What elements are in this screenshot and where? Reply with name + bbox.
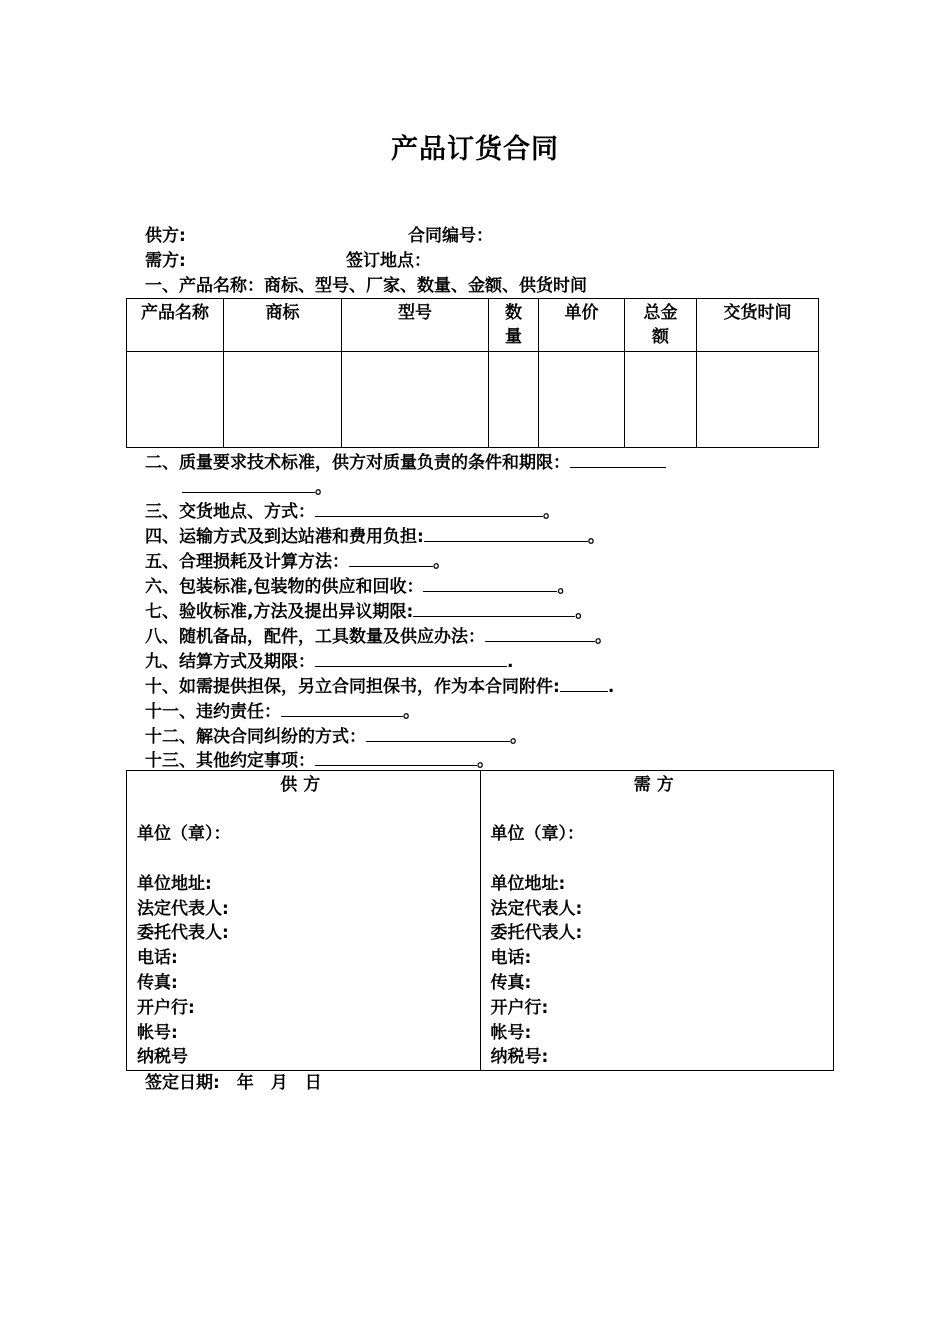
- clause-12-end: 。: [510, 727, 527, 747]
- clause-3-text: 三、交货地点、方式：: [145, 502, 315, 522]
- clause-4-text: 四、运输方式及到达站港和费用负担:: [145, 527, 424, 547]
- contract-number-label: 合同编号：: [408, 226, 493, 246]
- col-header-quantity: 数量: [505, 303, 522, 347]
- section-1-heading: 一、产品名称：商标、型号、厂家、数量、金额、供货时间: [145, 276, 587, 296]
- buyer-tax-no-label: 纳税号:: [490, 1047, 549, 1068]
- clause-2-blank-2[interactable]: [182, 474, 315, 493]
- supplier-unit-label: 单位（章）：: [137, 824, 231, 844]
- clause-9-end: .: [507, 652, 514, 672]
- clause-13-blank[interactable]: [315, 747, 477, 766]
- supplier-tax-no-label: 纳税号: [137, 1047, 188, 1068]
- clause-8-end: 。: [595, 627, 612, 647]
- buyer-phone-label: 电话:: [490, 948, 532, 969]
- clause-8-blank[interactable]: [485, 623, 595, 642]
- clause-2-blank[interactable]: [570, 449, 666, 468]
- clause-7-end: 。: [575, 602, 593, 622]
- product-table-row: [127, 352, 819, 448]
- clause-2-end: 。: [315, 478, 332, 498]
- cell-delivery-time[interactable]: [697, 352, 819, 448]
- cell-brand[interactable]: [224, 352, 342, 448]
- clause-7-blank[interactable]: [413, 598, 575, 617]
- cell-total-amount[interactable]: [625, 352, 697, 448]
- clause-2: [145, 449, 666, 475]
- clause-9-blank[interactable]: [315, 648, 507, 667]
- sign-place-label: 签订地点：: [346, 251, 431, 271]
- product-table: [126, 298, 819, 448]
- buyer-legal-rep-label: 法定代表人:: [490, 898, 583, 919]
- buyer-account-label: 帐号:: [490, 1022, 532, 1043]
- clause-13-text: 十三、其他约定事项：: [145, 751, 315, 771]
- clause-10-end: .: [607, 677, 615, 697]
- clause-12-text: 十二、解决合同纠纷的方式：: [145, 727, 366, 747]
- clause-4: [145, 523, 605, 549]
- clause-11-blank[interactable]: [281, 698, 403, 717]
- clause-3-blank[interactable]: [315, 498, 543, 517]
- product-table-header-row: [127, 299, 819, 352]
- signature-table: [126, 770, 834, 1071]
- clause-7: [145, 598, 592, 624]
- clause-10-text: 十、如需提供担保，另立合同担保书，作为本合同附件:: [145, 677, 560, 697]
- clause-2-text: 二、质量要求技术标准，供方对质量负责的条件和期限：: [145, 453, 570, 473]
- sign-date: 签定日期: 年 月 日: [145, 1073, 322, 1093]
- page-title: 产品订货合同: [391, 134, 559, 165]
- supplier-column-heading: 供方: [280, 775, 327, 795]
- supplier-fax-label: 传真:: [137, 972, 178, 993]
- col-header-model: 型号: [342, 299, 489, 352]
- clause-8: [145, 623, 612, 649]
- cell-product-name[interactable]: [127, 352, 224, 448]
- clause-3: [145, 498, 560, 524]
- buyer-address-label: 单位地址:: [490, 873, 566, 894]
- supplier-phone-label: 电话:: [137, 948, 178, 969]
- clause-4-end: 。: [587, 527, 605, 547]
- clause-13-end: 。: [477, 751, 494, 771]
- buyer-bank-label: 开户行:: [490, 997, 549, 1018]
- cell-unit-price[interactable]: [539, 352, 625, 448]
- buyer-agent-label: 委托代表人:: [490, 923, 583, 944]
- clause-5-end: 。: [433, 552, 450, 572]
- cell-quantity[interactable]: [489, 352, 539, 448]
- col-header-unit-price: 单价: [539, 299, 625, 352]
- clause-5-text: 五、合理损耗及计算方法：: [145, 552, 349, 572]
- clause-8-text: 八、随机备品，配件，工具数量及供应办法：: [145, 627, 485, 647]
- col-header-delivery-time: 交货时间: [697, 299, 819, 352]
- cell-model[interactable]: [342, 352, 489, 448]
- clause-6-blank[interactable]: [423, 573, 557, 592]
- clause-4-blank[interactable]: [424, 523, 588, 542]
- clause-10: [145, 673, 614, 699]
- clause-6: [145, 573, 574, 599]
- clause-3-end: 。: [543, 502, 560, 522]
- supplier-agent-label: 委托代表人:: [137, 923, 229, 944]
- supplier-label: 供方:: [145, 226, 186, 246]
- clause-11: [145, 698, 420, 724]
- col-header-total-amount: 总金额: [643, 303, 678, 347]
- clause-11-text: 十一、违约责任：: [145, 702, 281, 722]
- clause-11-end: 。: [403, 702, 420, 722]
- buyer-fax-label: 传真:: [490, 972, 532, 993]
- supplier-address-label: 单位地址:: [137, 873, 212, 894]
- buyer-unit-label: 单位（章）：: [490, 824, 584, 844]
- supplier-column: [127, 771, 481, 1071]
- clause-7-text: 七、验收标准,方法及提出异议期限:: [145, 602, 414, 622]
- clause-5: [145, 548, 450, 574]
- col-header-brand: 商标: [224, 299, 342, 352]
- clause-5-blank[interactable]: [349, 548, 433, 567]
- clause-12: [145, 723, 527, 749]
- clause-2-continuation: [182, 474, 332, 500]
- clause-12-blank[interactable]: [366, 723, 510, 742]
- clause-9: [145, 648, 513, 674]
- buyer-column: [480, 771, 834, 1071]
- clause-10-blank[interactable]: [560, 673, 608, 692]
- col-header-product-name: 产品名称: [127, 299, 224, 352]
- supplier-bank-label: 开户行:: [137, 997, 195, 1018]
- supplier-account-label: 帐号:: [137, 1022, 178, 1043]
- supplier-legal-rep-label: 法定代表人:: [137, 898, 229, 919]
- buyer-label: 需方:: [145, 251, 186, 271]
- clause-6-text: 六、包装标准,包装物的供应和回收：: [145, 577, 424, 597]
- clause-9-text: 九、结算方式及期限：: [145, 652, 315, 672]
- clause-6-end: 。: [557, 577, 575, 597]
- buyer-column-heading: 需方: [633, 775, 680, 795]
